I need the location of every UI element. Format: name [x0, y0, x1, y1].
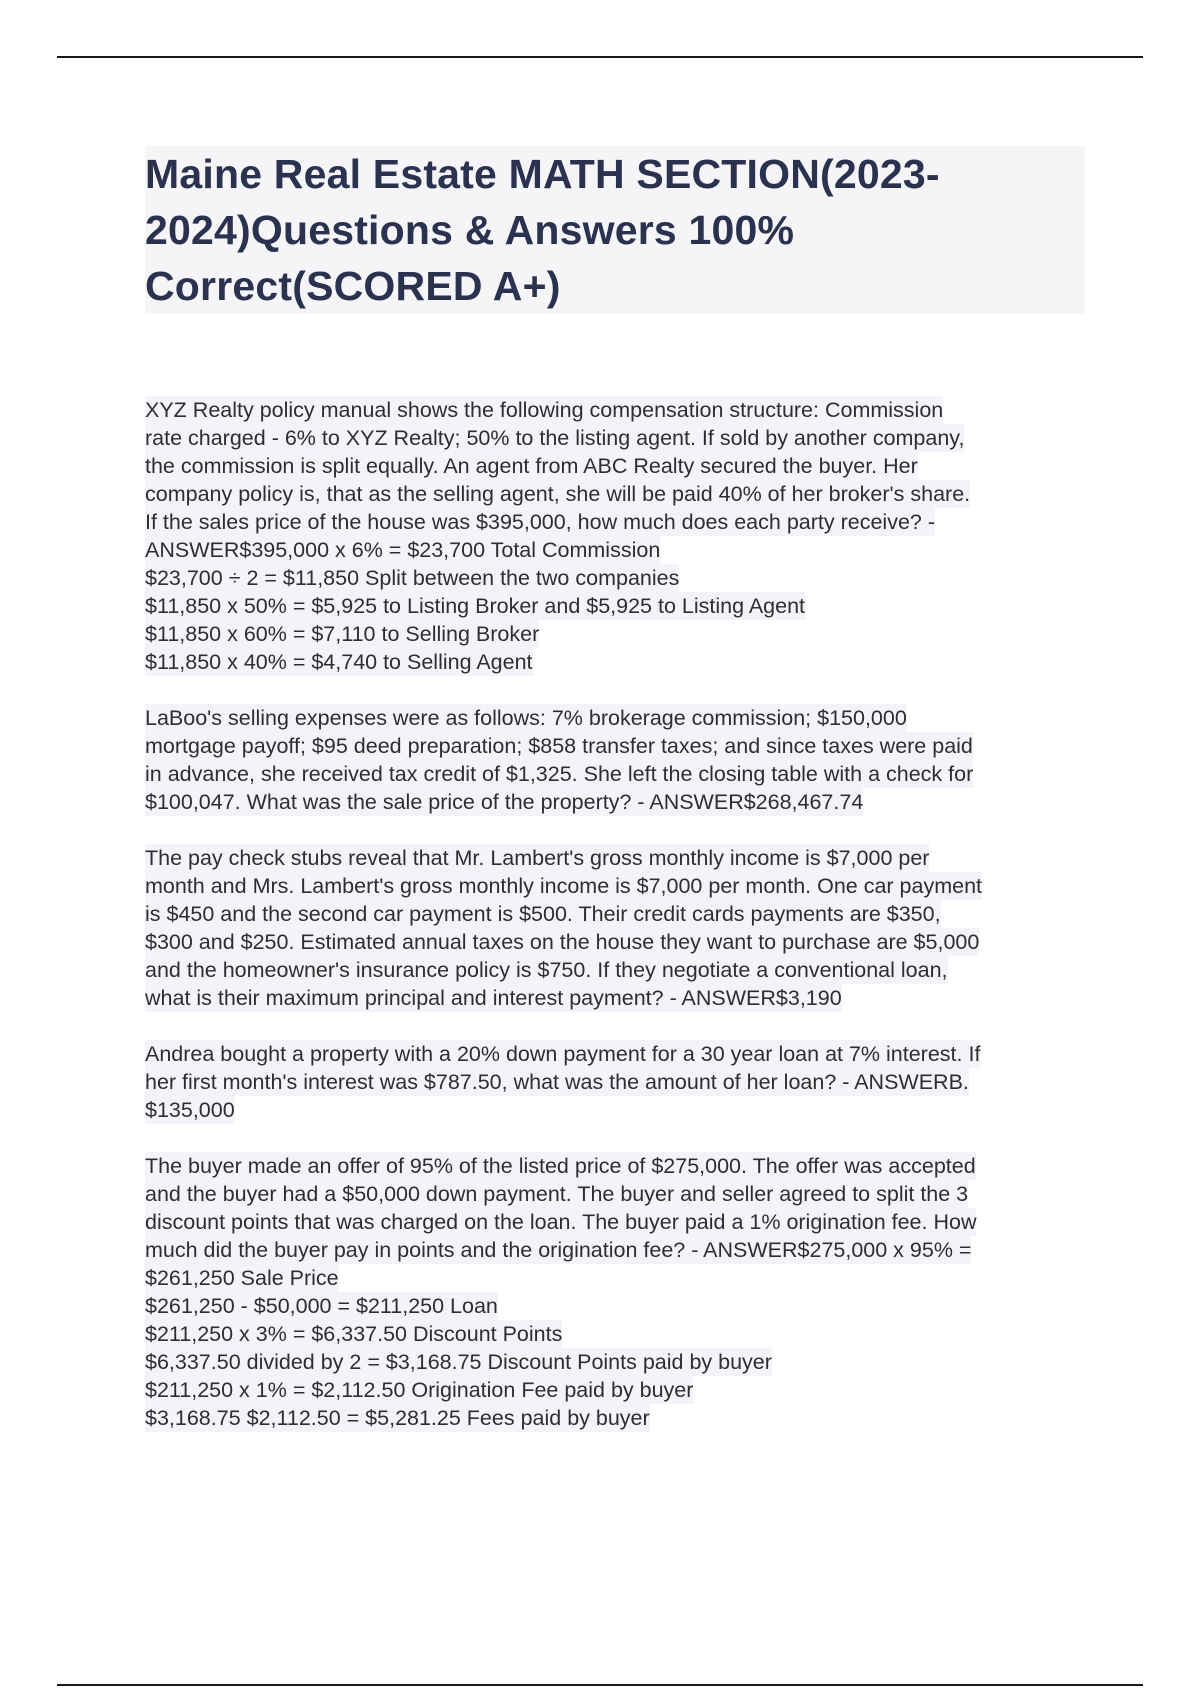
- text-line: and the buyer had a $50,000 down payment. The buyer and seller agreed to split the 3: [145, 1182, 969, 1206]
- title-line: Maine Real Estate MATH SECTION(2023-: [145, 151, 940, 197]
- text-line: what is their maximum principal and interest payment? - ANSWER$3,190: [145, 986, 842, 1010]
- text-line: $11,850 x 40% = $4,740 to Selling Agent: [145, 650, 533, 674]
- text-line: month and Mrs. Lambert's gross monthly income is $7,000 per month. One car payment: [145, 874, 983, 898]
- text-line: $211,250 x 1% = $2,112.50 Origination Fee paid by buyer: [145, 1378, 694, 1402]
- question-block-3: [145, 844, 1095, 1012]
- text-line: her first month's interest was $787.50, what was the amount of her loan? - ANSWERB.: [145, 1070, 969, 1094]
- question-block-1: [145, 396, 1095, 676]
- top-rule: [57, 56, 1143, 58]
- text-line: $211,250 x 3% = $6,337.50 Discount Points: [145, 1322, 563, 1346]
- document-title: [145, 146, 1085, 314]
- title-line: 2024)Questions & Answers 100%: [145, 207, 795, 253]
- text-line: company policy is, that as the selling agent, she will be paid 40% of her broker's share.: [145, 482, 971, 506]
- text-line: and the homeowner's insurance policy is $750. If they negotiate a conventional loan,: [145, 958, 948, 982]
- text-line: in advance, she received tax credit of $1,325. She left the closing table with a check for: [145, 762, 974, 786]
- text-line: $300 and $250. Estimated annual taxes on the house they want to purchase are $5,000: [145, 930, 980, 954]
- text-line: $100,047. What was the sale price of the property? - ANSWER$268,467.74: [145, 790, 864, 814]
- text-line: much did the buyer pay in points and the origination fee? - ANSWER$275,000 x 95% =: [145, 1238, 972, 1262]
- text-line: $11,850 x 50% = $5,925 to Listing Broker and $5,925 to Listing Agent: [145, 594, 806, 618]
- text-line: mortgage payoff; $95 deed preparation; $858 transfer taxes; and since taxes were paid: [145, 734, 973, 758]
- bottom-rule: [57, 1684, 1143, 1686]
- text-line: $6,337.50 divided by 2 = $3,168.75 Discount Points paid by buyer: [145, 1350, 772, 1374]
- text-line: $23,700 ÷ 2 = $11,850 Split between the two companies: [145, 566, 680, 590]
- text-line: $3,168.75 $2,112.50 = $5,281.25 Fees paid by buyer: [145, 1406, 650, 1430]
- text-line: $11,850 x 60% = $7,110 to Selling Broker: [145, 622, 540, 646]
- text-line: $261,250 Sale Price: [145, 1266, 339, 1290]
- text-line: The buyer made an offer of 95% of the listed price of $275,000. The offer was accepted: [145, 1154, 976, 1178]
- text-line: XYZ Realty policy manual shows the following compensation structure: Commission: [145, 398, 944, 422]
- title-line: Correct(SCORED A+): [145, 263, 561, 309]
- text-line: is $450 and the second car payment is $500. Their credit cards payments are $350,: [145, 902, 941, 926]
- text-line: discount points that was charged on the loan. The buyer paid a 1% origination fee. How: [145, 1210, 977, 1234]
- text-line: If the sales price of the house was $395,000, how much does each party receive? -: [145, 510, 935, 534]
- text-line: ANSWER$395,000 x 6% = $23,700 Total Commission: [145, 538, 661, 562]
- text-line: The pay check stubs reveal that Mr. Lambert's gross monthly income is $7,000 per: [145, 846, 930, 870]
- text-line: rate charged - 6% to XYZ Realty; 50% to the listing agent. If sold by another company,: [145, 426, 965, 450]
- question-block-2: [145, 704, 1095, 816]
- text-line: $135,000: [145, 1098, 235, 1122]
- text-line: $261,250 - $50,000 = $211,250 Loan: [145, 1294, 498, 1318]
- question-block-4: [145, 1040, 1095, 1124]
- question-block-5: [145, 1152, 1095, 1432]
- title-block: [145, 146, 1085, 314]
- text-line: Andrea bought a property with a 20% down payment for a 30 year loan at 7% interest. If: [145, 1042, 981, 1066]
- text-line: LaBoo's selling expenses were as follows: 7% brokerage commission; $150,000: [145, 706, 907, 730]
- questions-body: [145, 396, 1095, 1460]
- text-line: the commission is split equally. An agent from ABC Realty secured the buyer. Her: [145, 454, 918, 478]
